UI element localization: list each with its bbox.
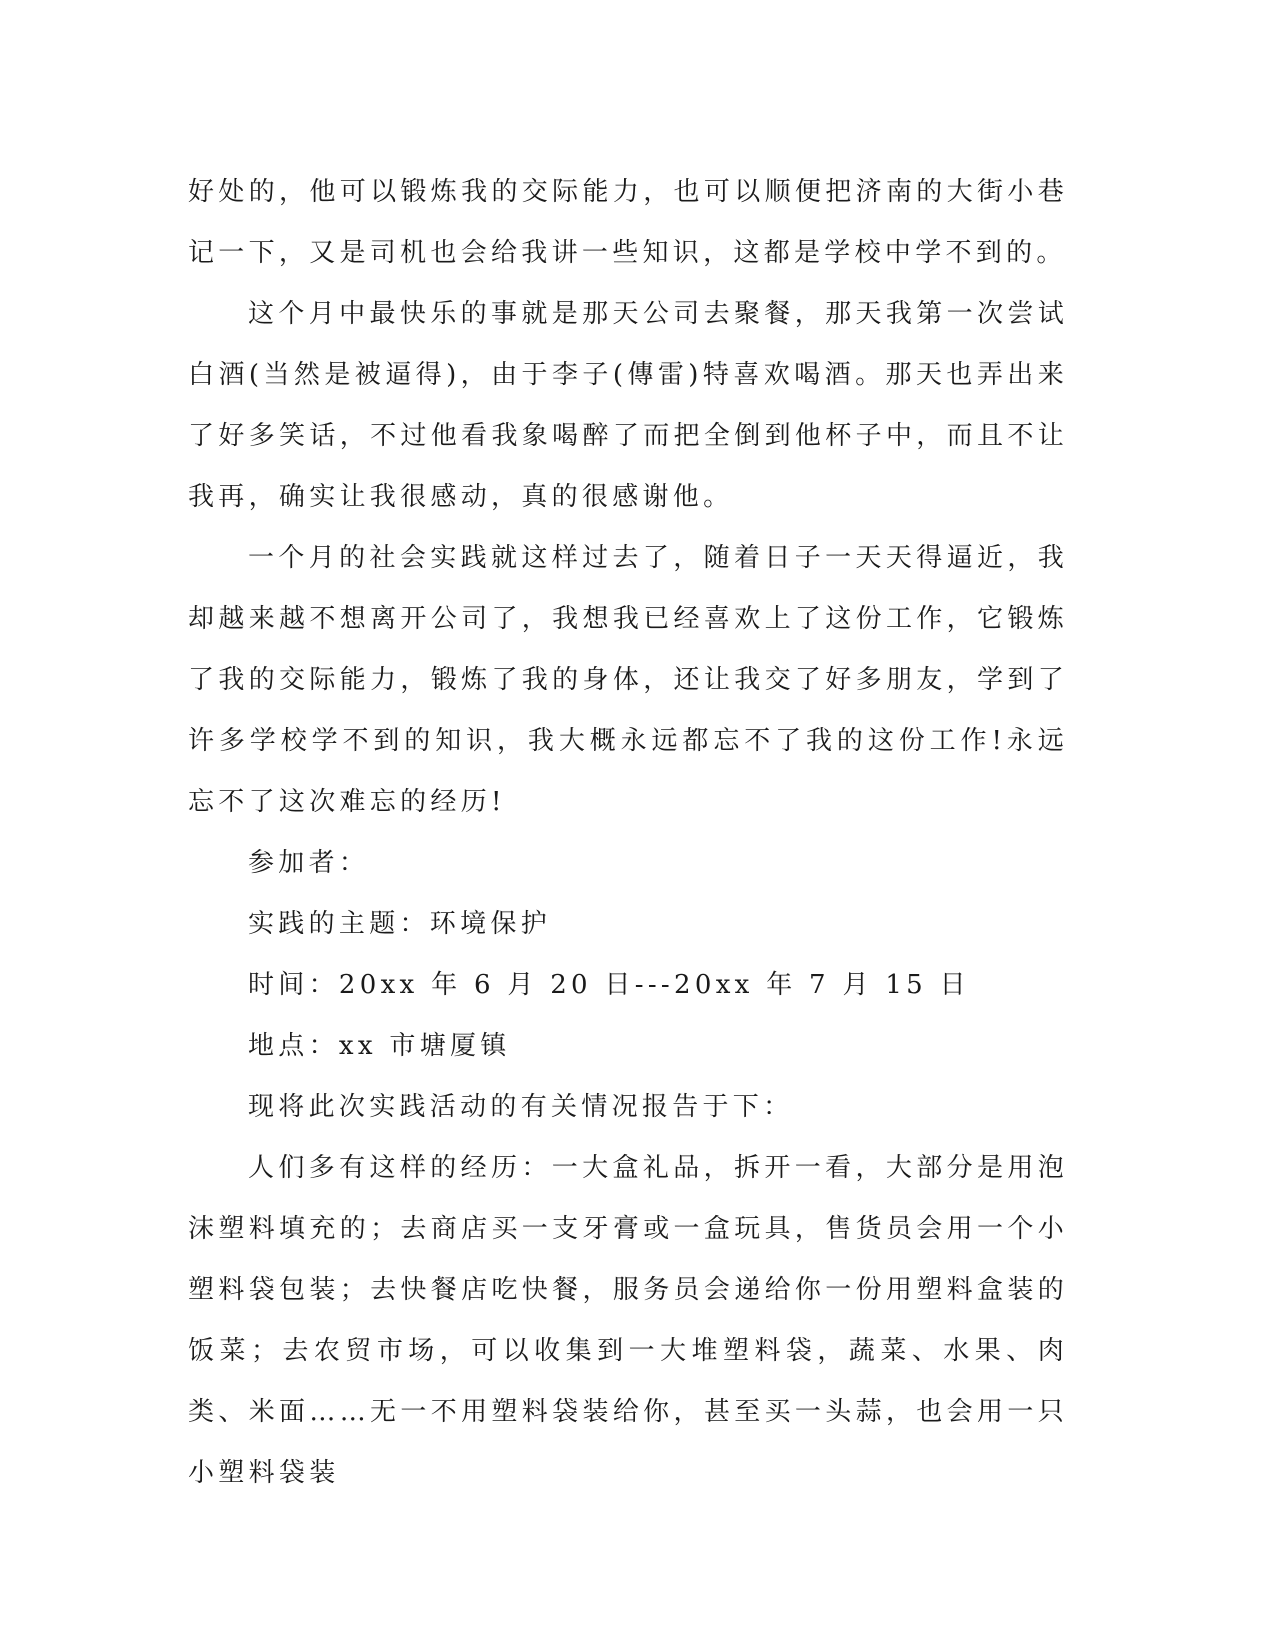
paragraph-dinner: 这个月中最快乐的事就是那天公司去聚餐，那天我第一次尝试白酒(当然是被逼得)，由于李子(傳雷)特喜欢喝酒。那天也弄出来了好多笑话，不过他看我象喝醉了而把全倒到他杯子中，而且不让我再，确实让我很感动，真的很感谢他。 (188, 299, 1068, 512)
paragraph-continued: 好处的，他可以锻炼我的交际能力，也可以顺便把济南的大街小巷记一下，又是司机也会给我讲一些知识，这都是学校中学不到的。 (188, 177, 1068, 268)
report-intro-line: 现将此次实践活动的有关情况报告于下： (248, 1092, 794, 1122)
time-line: 时间：20xx 年 6 月 20 日---20xx 年 7 月 15 日 (248, 970, 970, 1000)
document-body (188, 162, 1068, 1504)
paragraph-plastic: 人们多有这样的经历：一大盒礼品，拆开一看，大部分是用泡沫塑料填充的；去商店买一支牙膏或一盒玩具，售货员会用一个小塑料袋包装；去快餐店吃快餐，服务员会递给你一份用塑料盒装的饭菜；去农贸市场，可以收集到一大堆塑料袋，蔬菜、水果、肉类、米面……无一不用塑料袋装给你，甚至买一头蒜，也会用一只小塑料袋装 (188, 1153, 1068, 1488)
participants-line: 参加者： (248, 848, 370, 878)
location-line: 地点：xx 市塘厦镇 (248, 1031, 511, 1061)
theme-line: 实践的主题：环境保护 (248, 909, 552, 939)
paragraph-month-summary: 一个月的社会实践就这样过去了，随着日子一天天得逼近，我却越来越不想离开公司了，我想我已经喜欢上了这份工作，它锻炼了我的交际能力，锻炼了我的身体，还让我交了好多朋友，学到了许多学校学不到的知识，我大概永远都忘不了我的这份工作!永远忘不了这次难忘的经历! (188, 543, 1068, 817)
